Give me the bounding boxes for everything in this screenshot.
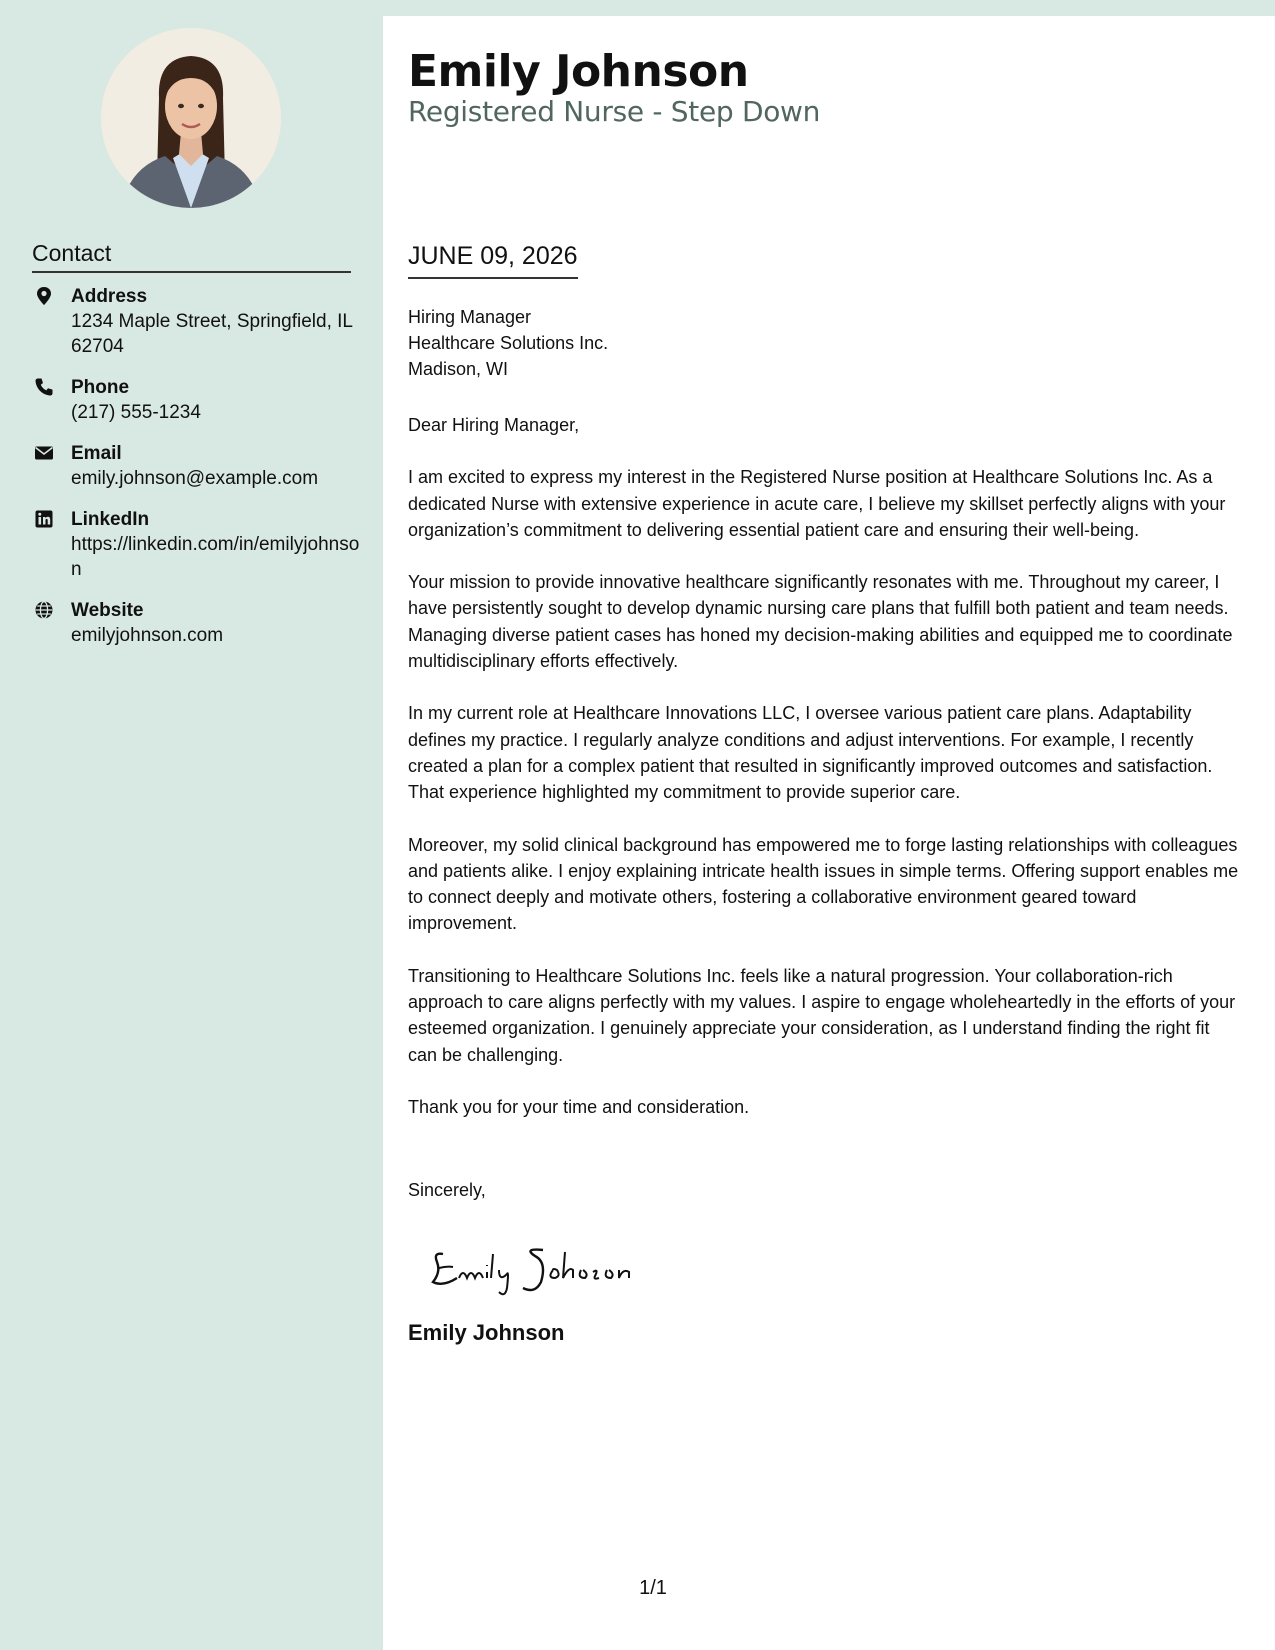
- contact-email: [32, 441, 362, 491]
- contact-list: [32, 284, 362, 664]
- email-value[interactable]: emily.johnson@example.com: [71, 468, 319, 489]
- linkedin-icon: [34, 509, 54, 529]
- contact-heading: Contact: [32, 240, 351, 273]
- sidebar: [0, 0, 383, 1650]
- signature-image: [423, 1232, 663, 1302]
- recipient-block: [408, 304, 608, 382]
- paragraph: Your mission to provide innovative healthcare significantly resonates with me. Throughout my career, I have persistently sought to develop dynamic nursing care plans that fulfill both patient and team needs. Managing diverse patient cases has honed my decision-making abilities and equipped me to coordinate multidisciplinary efforts effectively.: [408, 572, 1233, 672]
- phone-icon: [34, 377, 54, 397]
- applicant-title: Registered Nurse - Step Down: [408, 95, 821, 128]
- linkedin-value[interactable]: https://linkedin.com/in/emilyjohnson: [71, 534, 360, 580]
- phone-value: (217) 555-1234: [71, 402, 201, 423]
- phone-label: Phone: [71, 377, 130, 398]
- paragraph: I am excited to express my interest in the Registered Nurse position at Healthcare Solutions Inc. As a dedicated Nurse with extensive experience in acute care, I believe my skillset perfectly aligns with your organization’s commitment to delivering essential patient care and ensuring their well-being.: [408, 467, 1226, 540]
- page-number: 1/1: [639, 1577, 667, 1599]
- contact-linkedin: [32, 507, 362, 582]
- recipient-line: Healthcare Solutions Inc.: [408, 333, 609, 353]
- email-label: Email: [71, 443, 122, 464]
- website-label: Website: [71, 600, 144, 621]
- salutation: Dear Hiring Manager,: [408, 415, 580, 435]
- paragraph: Thank you for your time and consideration.: [408, 1096, 750, 1117]
- letter-main: [383, 16, 1275, 1650]
- signed-name: Emily Johnson: [408, 1320, 565, 1345]
- envelope-icon: [34, 443, 54, 463]
- map-pin-icon: [34, 286, 54, 306]
- recipient-line: Madison, WI: [408, 359, 509, 379]
- website-value[interactable]: emilyjohnson.com: [71, 625, 224, 646]
- letter-date: JUNE 09, 2026: [408, 242, 578, 279]
- globe-icon: [34, 600, 54, 620]
- paragraph: Moreover, my solid clinical background has empowered me to forge lasting relationships with colleagues and patients alike. I enjoy explaining intricate health issues in simple terms. Offering support enables me to connect deeply and motivate others, fostering a collaborative environment geared toward improvement.: [408, 834, 1239, 934]
- linkedin-label: LinkedIn: [71, 509, 150, 530]
- contact-website: [32, 598, 362, 648]
- paragraph: Transitioning to Healthcare Solutions Inc. feels like a natural progression. Your collaboration-rich approach to care aligns perfectly with my values. I aspire to engage wholeheartedly in the efforts of your esteemed organization. I genuinely appreciate your consideration, as I understand finding the right fit can be challenging.: [408, 965, 1236, 1065]
- contact-phone: [32, 375, 362, 425]
- applicant-name: Emily Johnson: [408, 46, 749, 97]
- recipient-line: Hiring Manager: [408, 307, 532, 327]
- address-value: 1234 Maple Street, Springfield, IL 62704: [71, 311, 353, 357]
- closing: Sincerely,: [408, 1180, 486, 1200]
- letter-body: [408, 412, 1243, 1146]
- address-label: Address: [71, 286, 148, 307]
- contact-address: [32, 284, 362, 359]
- paragraph: In my current role at Healthcare Innovations LLC, I oversee various patient care plans. Adaptability defines my practice. I regularly analyze conditions and adjust interventions. For example, I recently created a plan for a complex patient that resulted in significantly improved outcomes and satisfaction. That experience highlighted my commitment to provide superior care.: [408, 703, 1213, 803]
- profile-photo: [101, 28, 281, 208]
